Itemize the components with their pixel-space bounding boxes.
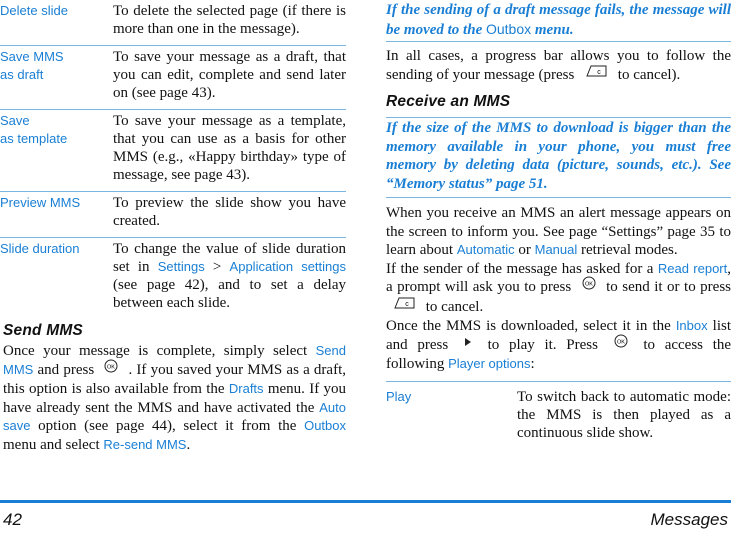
page-number: 42 (3, 510, 22, 529)
ok-key-icon (104, 359, 118, 379)
section-title: Messages (650, 510, 728, 529)
svg-text:OK: OK (584, 281, 593, 288)
option-definition: To switch back to automatic mode: the MMS is then played as a continuous slide show. (517, 388, 731, 441)
option-definition: To save your message as a draft, that you can edit, complete and send later on (see page 43). (113, 49, 346, 101)
right-column (386, 0, 731, 447)
receive-mms-heading: Receive an MMS (386, 93, 511, 110)
ok-key-icon (614, 334, 628, 354)
option-row-delete-slide (0, 0, 346, 46)
read-report-paragraph: If the sender of the message has asked for a Read report, a prompt will ask you to press OK to send it or to press c to cancel. (386, 260, 731, 315)
option-row-play (386, 382, 731, 447)
left-column (0, 0, 347, 453)
ok-key-icon (582, 276, 596, 296)
option-row-slide-duration (0, 238, 346, 320)
option-row-preview (0, 192, 346, 238)
progress-paragraph: In all cases, a progress bar allows you to follow the sending of your message (press c to cancel). (386, 48, 731, 83)
option-term: Preview MMS (0, 195, 81, 210)
svg-text:c: c (597, 68, 601, 76)
option-term: Save MMS (0, 49, 64, 64)
page-footer (0, 500, 731, 533)
cancel-key-icon (584, 64, 608, 84)
send-mms-heading: Send MMS (3, 322, 83, 339)
option-term-line2: as template (0, 131, 68, 146)
svg-text:OK: OK (107, 363, 116, 370)
receive-paragraph: When you receive an MMS an alert message appears on the screen to inform you. See page “Settings” page 35 to learn about Automatic or Manual retrieval modes. (386, 205, 731, 258)
option-definition: To delete the selected page (if there is more than one in the message). (113, 3, 346, 37)
memory-note: If the size of the MMS to download is bigger than the memory available in your phone, you must free memory by deleting data (picture, sounds, etc.). See “Memory status” page 51. (386, 118, 731, 198)
draft-fail-note: If the sending of a draft message fails, the message will be moved to the Outbox menu. (386, 0, 731, 42)
settings-link: Settings (157, 259, 205, 274)
option-term-line2: as draft (0, 67, 44, 82)
svg-text:OK: OK (616, 338, 625, 345)
option-definition: To preview the slide show you have created. (113, 195, 346, 229)
cancel-key-icon (392, 296, 416, 316)
option-definition: To save your message as a template, that you can use as a basis for other MMS (e.g., «Happy birthday» type of message, see page 43). (113, 113, 346, 183)
application-settings-link: Application settings (229, 259, 346, 274)
option-term: Delete slide (0, 3, 68, 18)
option-definition: To change the value of slide duration set in Settings > Application settings (see page 42), and to set a delay between each slide. (113, 241, 346, 311)
option-row-save-draft (0, 46, 346, 110)
inbox-paragraph: Once the MMS is downloaded, select it in the Inbox list and press to play it. Press OK to access the following Player options: (386, 318, 731, 372)
option-term: Play (386, 388, 412, 404)
svg-text:c: c (405, 300, 409, 308)
option-term: Slide duration (0, 241, 80, 256)
option-row-save-template (0, 110, 346, 192)
send-mms-paragraph: Once your message is complete, simply select Send MMS and press OK . If you saved your MMS as a draft, this option is also available from the Drafts menu. If you have already sent the MMS and have activated the Auto save option (see page 44), select it from the Outbox menu and select Re-send MMS. (3, 343, 347, 453)
outbox-link: Outbox (485, 20, 532, 37)
right-arrow-icon (464, 334, 472, 353)
option-term: Save (0, 113, 30, 128)
